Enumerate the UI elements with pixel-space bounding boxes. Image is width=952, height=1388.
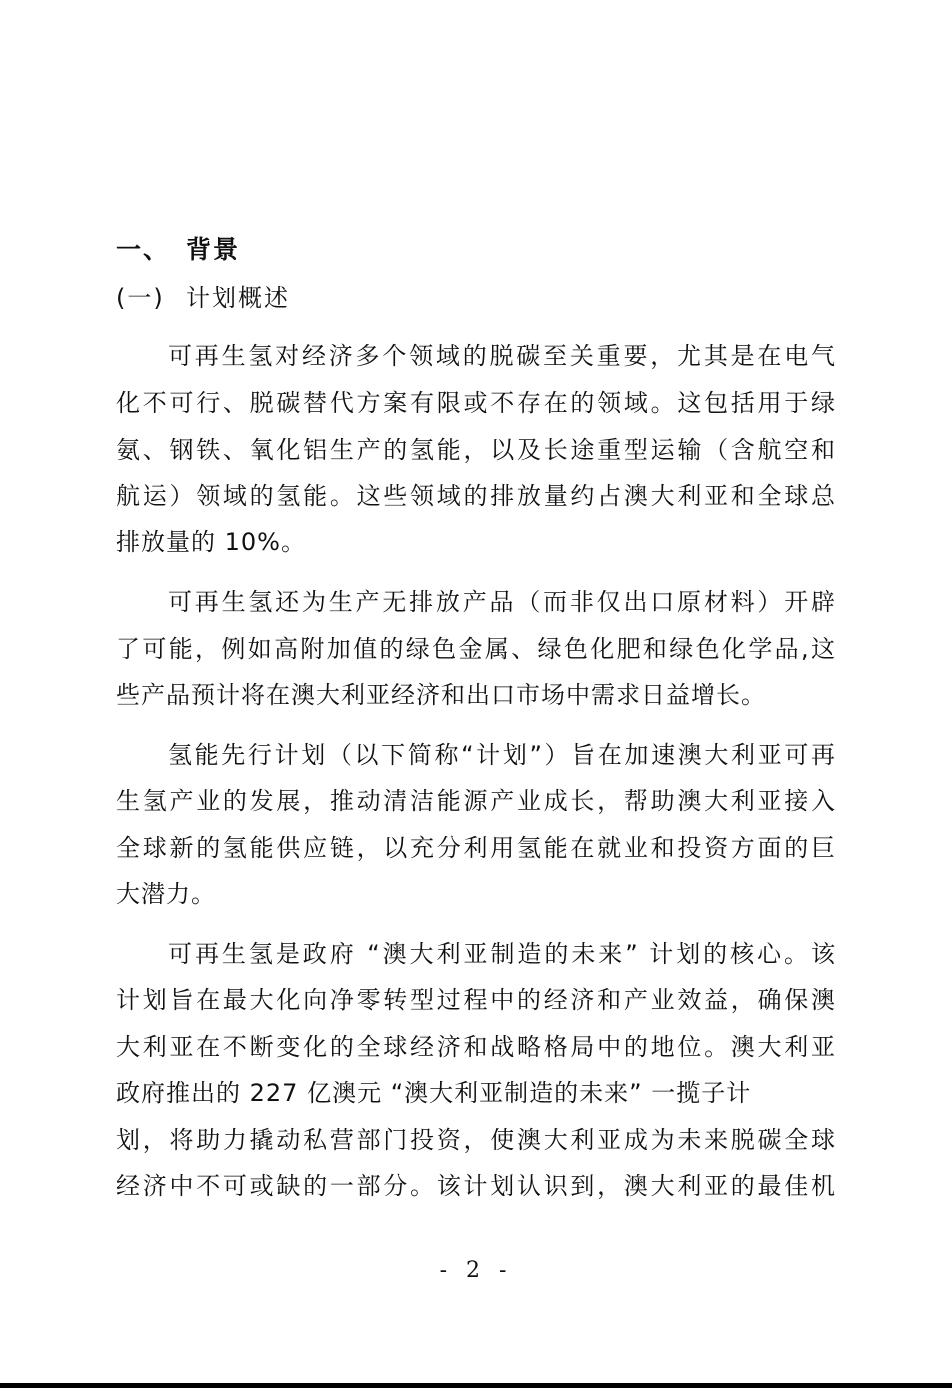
paragraph-line: 可再生氢对经济多个领域的脱碳至关重要，尤其是在电气 [168, 342, 836, 370]
section-title: 背景 [186, 235, 241, 264]
paragraph-line: 大利亚在不断变化的全球经济和战略格局中的地位。澳大利亚 [116, 1033, 836, 1061]
paragraph-line: 了可能，例如高附加值的绿色金属、绿色化肥和绿色化学品,这 [116, 635, 836, 663]
subsection-title: 计划概述 [186, 284, 290, 312]
paragraph-line: 航运）领域的氢能。这些领域的排放量约占澳大利亚和全球总 [116, 482, 836, 510]
paragraph-line: 政府推出的 227 亿澳元 “澳大利亚制造的未来” 一揽子计 [116, 1079, 752, 1107]
paragraph-line: 排放量的 10%。 [116, 528, 306, 556]
paragraph-line: 可再生氢还为生产无排放产品（而非仅出口原材料）开辟 [168, 588, 836, 616]
bottom-border [0, 1383, 952, 1388]
paragraph-line: 大潜力。 [116, 880, 216, 908]
paragraph-line: 划，将助力撬动私营部门投资，使澳大利亚成为未来脱碳全球 [116, 1126, 836, 1154]
paragraph-line: 氢能先行计划（以下简称“计划”）旨在加速澳大利亚可再 [168, 741, 836, 769]
paragraph-line: 生氢产业的发展，推动清洁能源产业成长，帮助澳大利亚接入 [116, 787, 836, 815]
section-heading [116, 230, 240, 270]
subsection-heading [116, 278, 290, 318]
paragraph-line: 可再生氢是政府 “澳大利亚制造的未来” 计划的核心。该 [168, 940, 836, 968]
paragraph-line: 化不可行、脱碳替代方案有限或不存在的领域。这包括用于绿 [116, 389, 836, 417]
paragraph-line: 些产品预计将在澳大利亚经济和出口市场中需求日益增长。 [116, 681, 766, 709]
page-number: - 2 - [439, 1258, 513, 1283]
section-number: 一、 [116, 235, 171, 264]
subsection-number: (一) [116, 284, 165, 312]
paragraph-line: 计划旨在最大化向净零转型过程中的经济和产业效益，确保澳 [116, 986, 836, 1014]
paragraph-line: 全球新的氢能供应链，以充分利用氢能在就业和投资方面的巨 [116, 834, 836, 862]
paragraph-line: 氨、钢铁、氧化铝生产的氢能，以及长途重型运输（含航空和 [116, 436, 836, 464]
paragraph-line: 经济中不可或缺的一部分。该计划认识到，澳大利亚的最佳机 [116, 1172, 836, 1200]
